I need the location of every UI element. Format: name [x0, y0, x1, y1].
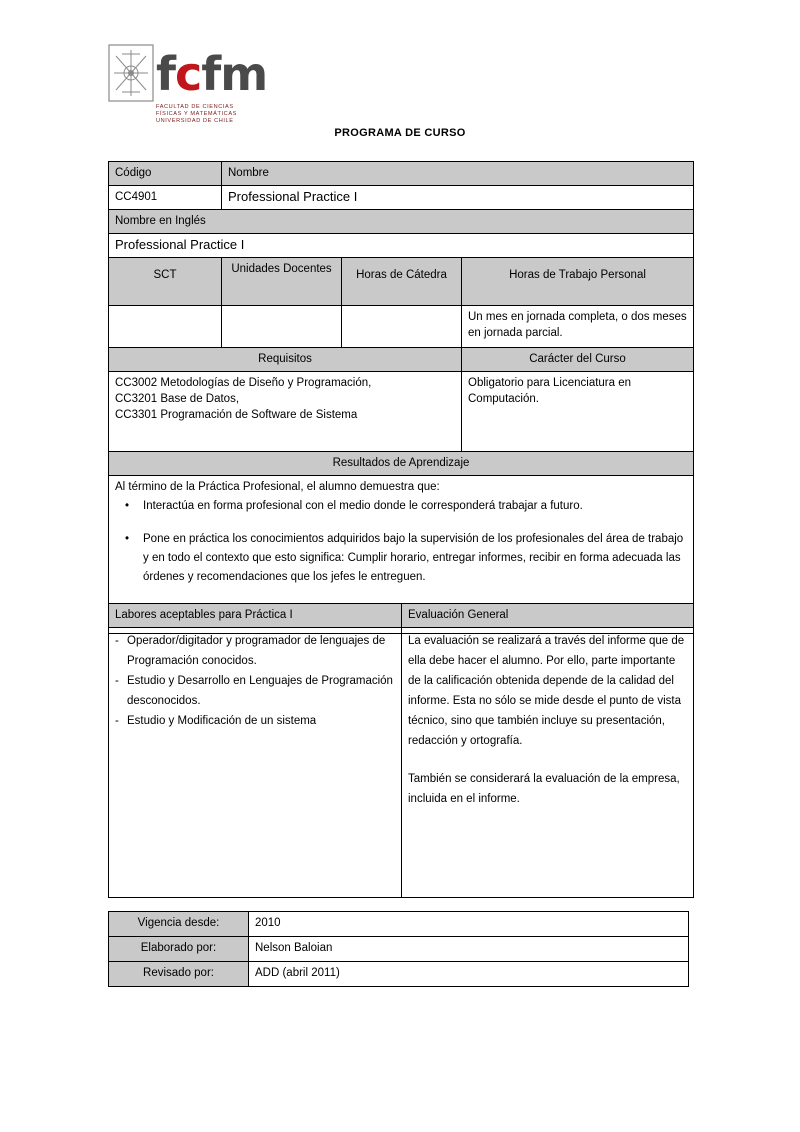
tasks-header: Labores aceptables para Práctica I: [109, 604, 402, 628]
character-value: Obligatorio para Licenciatura en Computación.: [462, 372, 694, 452]
personal-work-header: Horas de Trabajo Personal: [462, 258, 694, 306]
sct-value: [109, 306, 222, 348]
evaluation-value: [402, 628, 694, 898]
evaluation-paragraph: La evaluación se realizará a través del informe que de ella debe hacer el alumno. Por ello, parte importante de la calificación obtenida depende de la calidad del informe. Esta no sólo se mide desde el punto de vista técnico, sino que también incluye su presentación, redacción y ortografía.: [408, 635, 685, 747]
fcfm-wordmark: [156, 48, 267, 100]
table-row: [109, 258, 694, 306]
list-item: • Interactúa en forma profesional con el medio donde le corresponderá trabajar a futuro.: [143, 497, 687, 516]
list-item: - Estudio y Desarrollo en Lenguajes de Programación desconocidos.: [115, 671, 395, 711]
name-header: Nombre: [222, 162, 694, 186]
requirement-line: CC3201 Base de Datos,: [115, 393, 240, 405]
table-row: [109, 306, 694, 348]
table-row: [109, 628, 694, 898]
table-row: [109, 210, 694, 234]
outcomes-intro: Al término de la Práctica Profesional, el alumno demuestra que:: [115, 481, 440, 493]
page-title: PROGRAMA DE CURSO: [334, 127, 466, 139]
document-metadata-table: [108, 911, 689, 987]
wordmark-fm: fm: [201, 47, 268, 101]
teaching-units-header: Unidades Docentes: [222, 258, 342, 306]
requirement-line: CC3002 Metodologías de Diseño y Programación,: [115, 377, 372, 389]
sct-header: SCT: [109, 258, 222, 306]
table-row: [109, 962, 689, 987]
evaluation-paragraph: También se considerará la evaluación de la empresa, incluida en el informe.: [408, 773, 680, 805]
evaluation-header: Evaluación General: [402, 604, 694, 628]
lecture-hours-header: Horas de Cátedra: [342, 258, 462, 306]
faculty-logo: [108, 42, 268, 124]
wordmark-c: c: [175, 47, 202, 101]
table-row: [109, 912, 689, 937]
table-row: [109, 234, 694, 258]
faculty-subtitle-line-3: UNIVERSIDAD DE CHILE: [156, 118, 234, 125]
reviewed-by-label: Revisado por:: [109, 962, 249, 987]
code-value: CC4901: [109, 186, 222, 210]
personal-work-value: Un mes en jornada completa, o dos meses en jornada parcial.: [462, 306, 694, 348]
prepared-by-value: Nelson Baloian: [249, 937, 689, 962]
faculty-subtitle-line-1: FACULTAD DE CIENCIAS: [156, 104, 234, 110]
wordmark-f: f: [156, 47, 176, 101]
english-name-value: Professional Practice I: [109, 234, 694, 258]
requirements-header: Requisitos: [109, 348, 462, 372]
list-item: - Operador/digitador y programador de lenguajes de Programación conocidos.: [115, 631, 395, 671]
outcomes-header: Resultados de Aprendizaje: [109, 452, 694, 476]
outcomes-list: [115, 497, 687, 587]
requirement-line: CC3301 Programación de Software de Sistema: [115, 409, 358, 421]
code-header: Código: [109, 162, 222, 186]
table-row: [109, 604, 694, 628]
valid-from-value: 2010: [249, 912, 689, 937]
english-name-header: Nombre en Inglés: [109, 210, 694, 234]
table-row: [109, 937, 689, 962]
list-item: • Pone en práctica los conocimientos adquiridos bajo la supervisión de los profesionales del área de trabajo y en todo el contexto que esto significa: Cumplir horario, entregar informes, recibir en forma adecuada las órdenes y recomendaciones que los jefes le entreguen.: [143, 530, 687, 587]
table-row: [109, 348, 694, 372]
table-row: [109, 372, 694, 452]
course-info-table: [108, 161, 694, 634]
faculty-subtitle: [156, 104, 237, 126]
tasks-list: [115, 631, 395, 731]
requirements-value: [109, 372, 462, 452]
list-item: - Estudio y Modificación de un sistema: [115, 711, 395, 731]
university-crest-icon: [108, 44, 154, 102]
lecture-hours-value: [342, 306, 462, 348]
course-name-value: Professional Practice I: [222, 186, 694, 210]
table-row: [109, 162, 694, 186]
tasks-evaluation-table: [108, 603, 694, 898]
table-row: [109, 186, 694, 210]
faculty-subtitle-line-2: FÍSICAS Y MATEMÁTICAS: [156, 111, 237, 118]
valid-from-label: Vigencia desde:: [109, 912, 249, 937]
teaching-units-value: [222, 306, 342, 348]
table-row: [109, 452, 694, 476]
prepared-by-label: Elaborado por:: [109, 937, 249, 962]
tasks-value: [109, 628, 402, 898]
character-header: Carácter del Curso: [462, 348, 694, 372]
reviewed-by-value: ADD (abril 2011): [249, 962, 689, 987]
